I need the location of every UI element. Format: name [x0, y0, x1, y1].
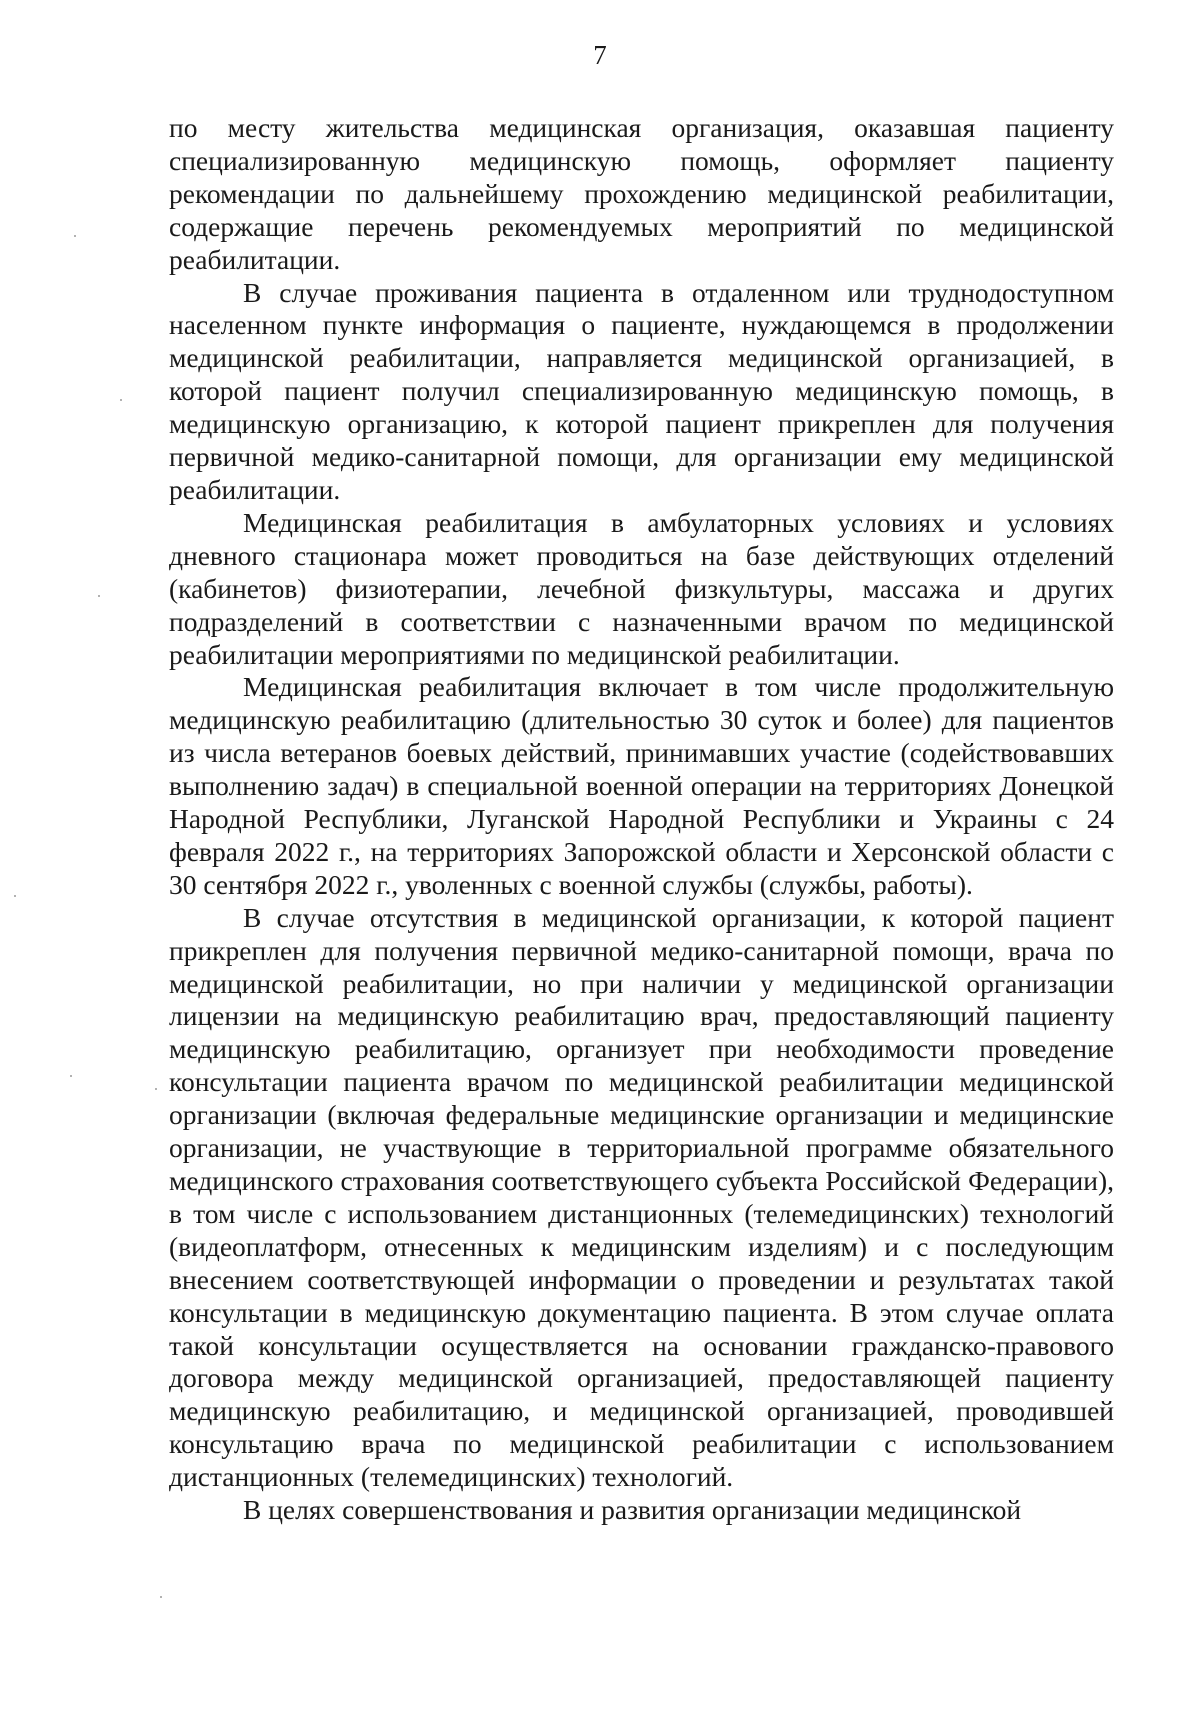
scan-speck — [120, 399, 122, 401]
paragraph-veterans-rehabilitation: Медицинская реабилитация включает в том числе продолжительную медицинскую реабилитацию (длительностью 30 суток и более) для пациентов из числа ветеранов боевых действий, принимавших участие (содействовавших выполнению задач) в специальной военной операции на территориях Донецкой Народной Республики, Луганской Народной Республики и Украины с 24 февраля 2022 г., на территориях Запорожской области и Херсонской области с 30 сентября 2022 г., уволенных с военной службы (службы, работы). — [169, 671, 1114, 900]
scan-speck — [74, 235, 76, 237]
paragraph-outpatient-rehabilitation: Медицинская реабилитация в амбулаторных условиях и условиях дневного стационара может проводиться на базе действующих отделений (кабинетов) физиотерапии, лечебной физкультуры, массажа и других подразделений в соответствии с назначенными врачом по медицинской реабилитации мероприятиями по медицинской реабилитации. — [169, 506, 1114, 670]
paragraph-consultation: В случае отсутствия в медицинской организации, к которой пациент прикреплен для получения первичной медико-санитарной помощи, врача по медицинской реабилитации, но при наличии у медицинской организации лицензии на медицинскую реабилитацию врач, предоставляющий пациенту медицинскую реабилитацию, организует при необходимости проведение консультации пациента врачом по медицинской реабилитации медицинской организации (включая федеральные медицинские организации и медицинские организации, не участвующие в территориальной программе обязательного медицинского страхования соответствующего субъекта Российской Федерации), в том числе с использованием дистанционных (телемедицинских) технологий (видеоплатформ, отнесенных к медицинским изделиям) и с последующим внесением соответствующей информации о проведении и результатах такой консультации в медицинскую документацию пациента. В этом случае оплата такой консультации осуществляется на основании гражданско-правового договора между медицинской организацией, предоставляющей пациенту медицинскую реабилитацию, и медицинской организацией, проводившей консультацию врача по медицинской реабилитации с использованием дистанционных (телемедицинских) технологий. — [169, 901, 1114, 1493]
scan-speck — [70, 1075, 72, 1077]
paragraph-improvement: В целях совершенствования и развития организации медицинской — [243, 1494, 1022, 1526]
scan-speck — [14, 895, 16, 897]
document-body — [169, 112, 1114, 1527]
page-number: 7 — [593, 40, 607, 70]
scan-speck — [98, 595, 100, 597]
scan-speck — [155, 1088, 157, 1090]
scan-speck — [160, 1596, 162, 1598]
paragraph-remote-residence: В случае проживания пациента в отдаленном или труднодоступном населенном пункте информация о пациенте, нуждающемся в продолжении медицинской реабилитации, направляется медицинской организацией, в которой пациент получил специализированную медицинскую помощь, в медицинскую организацию, к которой пациент прикреплен для получения первичной медико-санитарной помощи, для организации ему медицинской реабилитации. — [169, 276, 1114, 505]
paragraph-continuation: по месту жительства медицинская организация, оказавшая пациенту специализированную медицинскую помощь, оформляет пациенту рекомендации по дальнейшему прохождению медицинской реабилитации, содержащие перечень рекомендуемых мероприятий по медицинской реабилитации. — [169, 112, 1114, 275]
